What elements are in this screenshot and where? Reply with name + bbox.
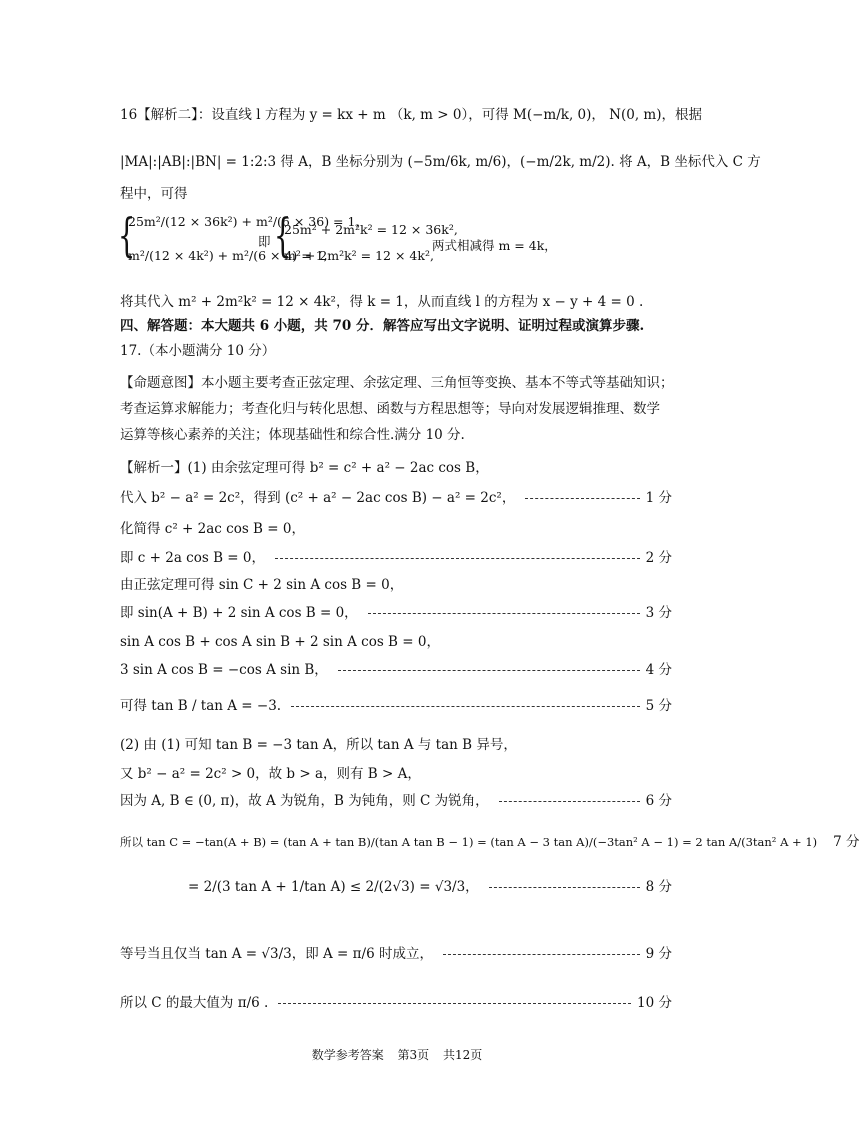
- step-line-10: 【解析一】(1) 由余弦定理可得 b² = c² + a² − 2ac cos B，: [120, 460, 489, 476]
- system2-row2: m² + 2m²k² = 12 × 4k²,: [284, 248, 434, 263]
- solution-16-line-2: |MA|:|AB|:|BN| = 1:2:3 得 A，B 坐标分别为 (−5m/6k, m/6)，(−m/2k, m/2). 将 A，B 坐标代入 C 方: [120, 154, 761, 170]
- score-label: 5 分: [645, 698, 672, 714]
- step-line-22: 所以 tan C = −tan(A + B) = (tan A + tan B)/(tan A tan B − 1) = (tan A − 3 tan A)/(−3tan² A − 1) = 2 tan A/(3tan² A + 1) 7 分: [120, 834, 860, 850]
- page-footer: [0, 1046, 794, 1063]
- step-line-15: 即 sin(A + B) + 2 sin A cos B = 0， 3 分: [120, 605, 672, 621]
- system1-row2: m²/(12 × 4k²) + m²/(6 × 4) = 1,: [128, 248, 328, 263]
- step-line-21: 因为 A, B ∈ (0, π)，故 A 为锐角，B 为钝角，则 C 为锐角， 6 分: [120, 793, 672, 809]
- step-line-13: 即 c + 2a cos B = 0， 2 分: [120, 550, 672, 566]
- step-line-24: 等号当且仅当 tan A = √3/3，即 A = π/6 时成立， 9 分: [120, 946, 672, 962]
- score-label: 1 分: [645, 490, 672, 506]
- system1-row1: 25m²/(12 × 36k²) + m²/(6 × 36) = 1,: [128, 214, 360, 229]
- system2-row1: 25m² + 2m²k² = 12 × 36k²,: [284, 222, 458, 237]
- step-line-18: 可得 tan B / tan A = −3. 5 分: [120, 698, 672, 714]
- left-brace-2: {: [273, 208, 292, 262]
- left-brace-1: {: [117, 208, 136, 262]
- footer-page: 第3页: [397, 1048, 430, 1062]
- score-label: 6 分: [645, 793, 672, 809]
- intent-line-1: 【命题意图】本小题主要考查正弦定理、余弦定理、三角恒等变换、基本不等式等基础知识；: [120, 375, 674, 391]
- score-label: 4 分: [645, 662, 672, 678]
- intent-line-2: 考查运算求解能力；考查化归与转化思想、函数与方程思想等；导向对发展逻辑推理、数学: [120, 401, 660, 417]
- score-label: 8 分: [645, 879, 672, 895]
- step-line-11: 代入 b² − a² = 2c²，得到 (c² + a² − 2ac cos B) − a² = 2c²， 1 分: [120, 490, 672, 506]
- step-line-14: 由正弦定理可得 sin C + 2 sin A cos B = 0，: [120, 577, 404, 593]
- step-line-20: 又 b² − a² = 2c² > 0，故 b > a，则有 B > A，: [120, 766, 421, 782]
- step-line-19: (2) 由 (1) 可知 tan B = −3 tan A，所以 tan A 与 tan B 异号，: [120, 737, 517, 753]
- score-label: 3 分: [645, 605, 672, 621]
- score-label: 9 分: [645, 946, 672, 962]
- score-label: 2 分: [645, 550, 672, 566]
- step-line-12: 化简得 c² + 2ac cos B = 0，: [120, 521, 305, 537]
- step-line-16: sin A cos B + cos A sin B + 2 sin A cos B = 0，: [120, 634, 440, 650]
- solution-16-line-3: 程中，可得: [120, 186, 188, 202]
- system-connector: 即: [258, 234, 271, 249]
- section-heading: 四、解答题：本大题共 6 小题，共 70 分．解答应写出文字说明、证明过程或演算步骤.: [120, 318, 645, 334]
- solution-16-line-4: 将其代入 m² + 2m²k² = 12 × 4k²，得 k = 1，从而直线 l 的方程为 x − y + 4 = 0 .: [120, 294, 644, 310]
- system2-result: 两式相减得 m = 4k，: [432, 238, 557, 253]
- score-label: 7 分: [833, 834, 860, 850]
- step-line-17: 3 sin A cos B = −cos A sin B， 4 分: [120, 662, 672, 678]
- solution-16-line-1: 16【解析二】：设直线 l 方程为 y = kx + m （k, m > 0），可得 M(−m/k, 0)， N(0, m)，根据: [120, 107, 702, 123]
- footer-subject: 数学参考答案: [311, 1048, 384, 1062]
- question-17-title: 17.（本小题满分 10 分）: [120, 343, 276, 359]
- step-line-23: = 2/(3 tan A + 1/tan A) ≤ 2/(2√3) = √3/3， 8 分: [188, 879, 672, 895]
- footer-total: 共12页: [443, 1048, 483, 1062]
- intent-line-3: 运算等核心素养的关注；体现基础性和综合性.满分 10 分.: [120, 427, 465, 443]
- score-label: 10 分: [637, 995, 672, 1011]
- step-line-25: 所以 C 的最大值为 π/6 . 10 分: [120, 995, 672, 1011]
